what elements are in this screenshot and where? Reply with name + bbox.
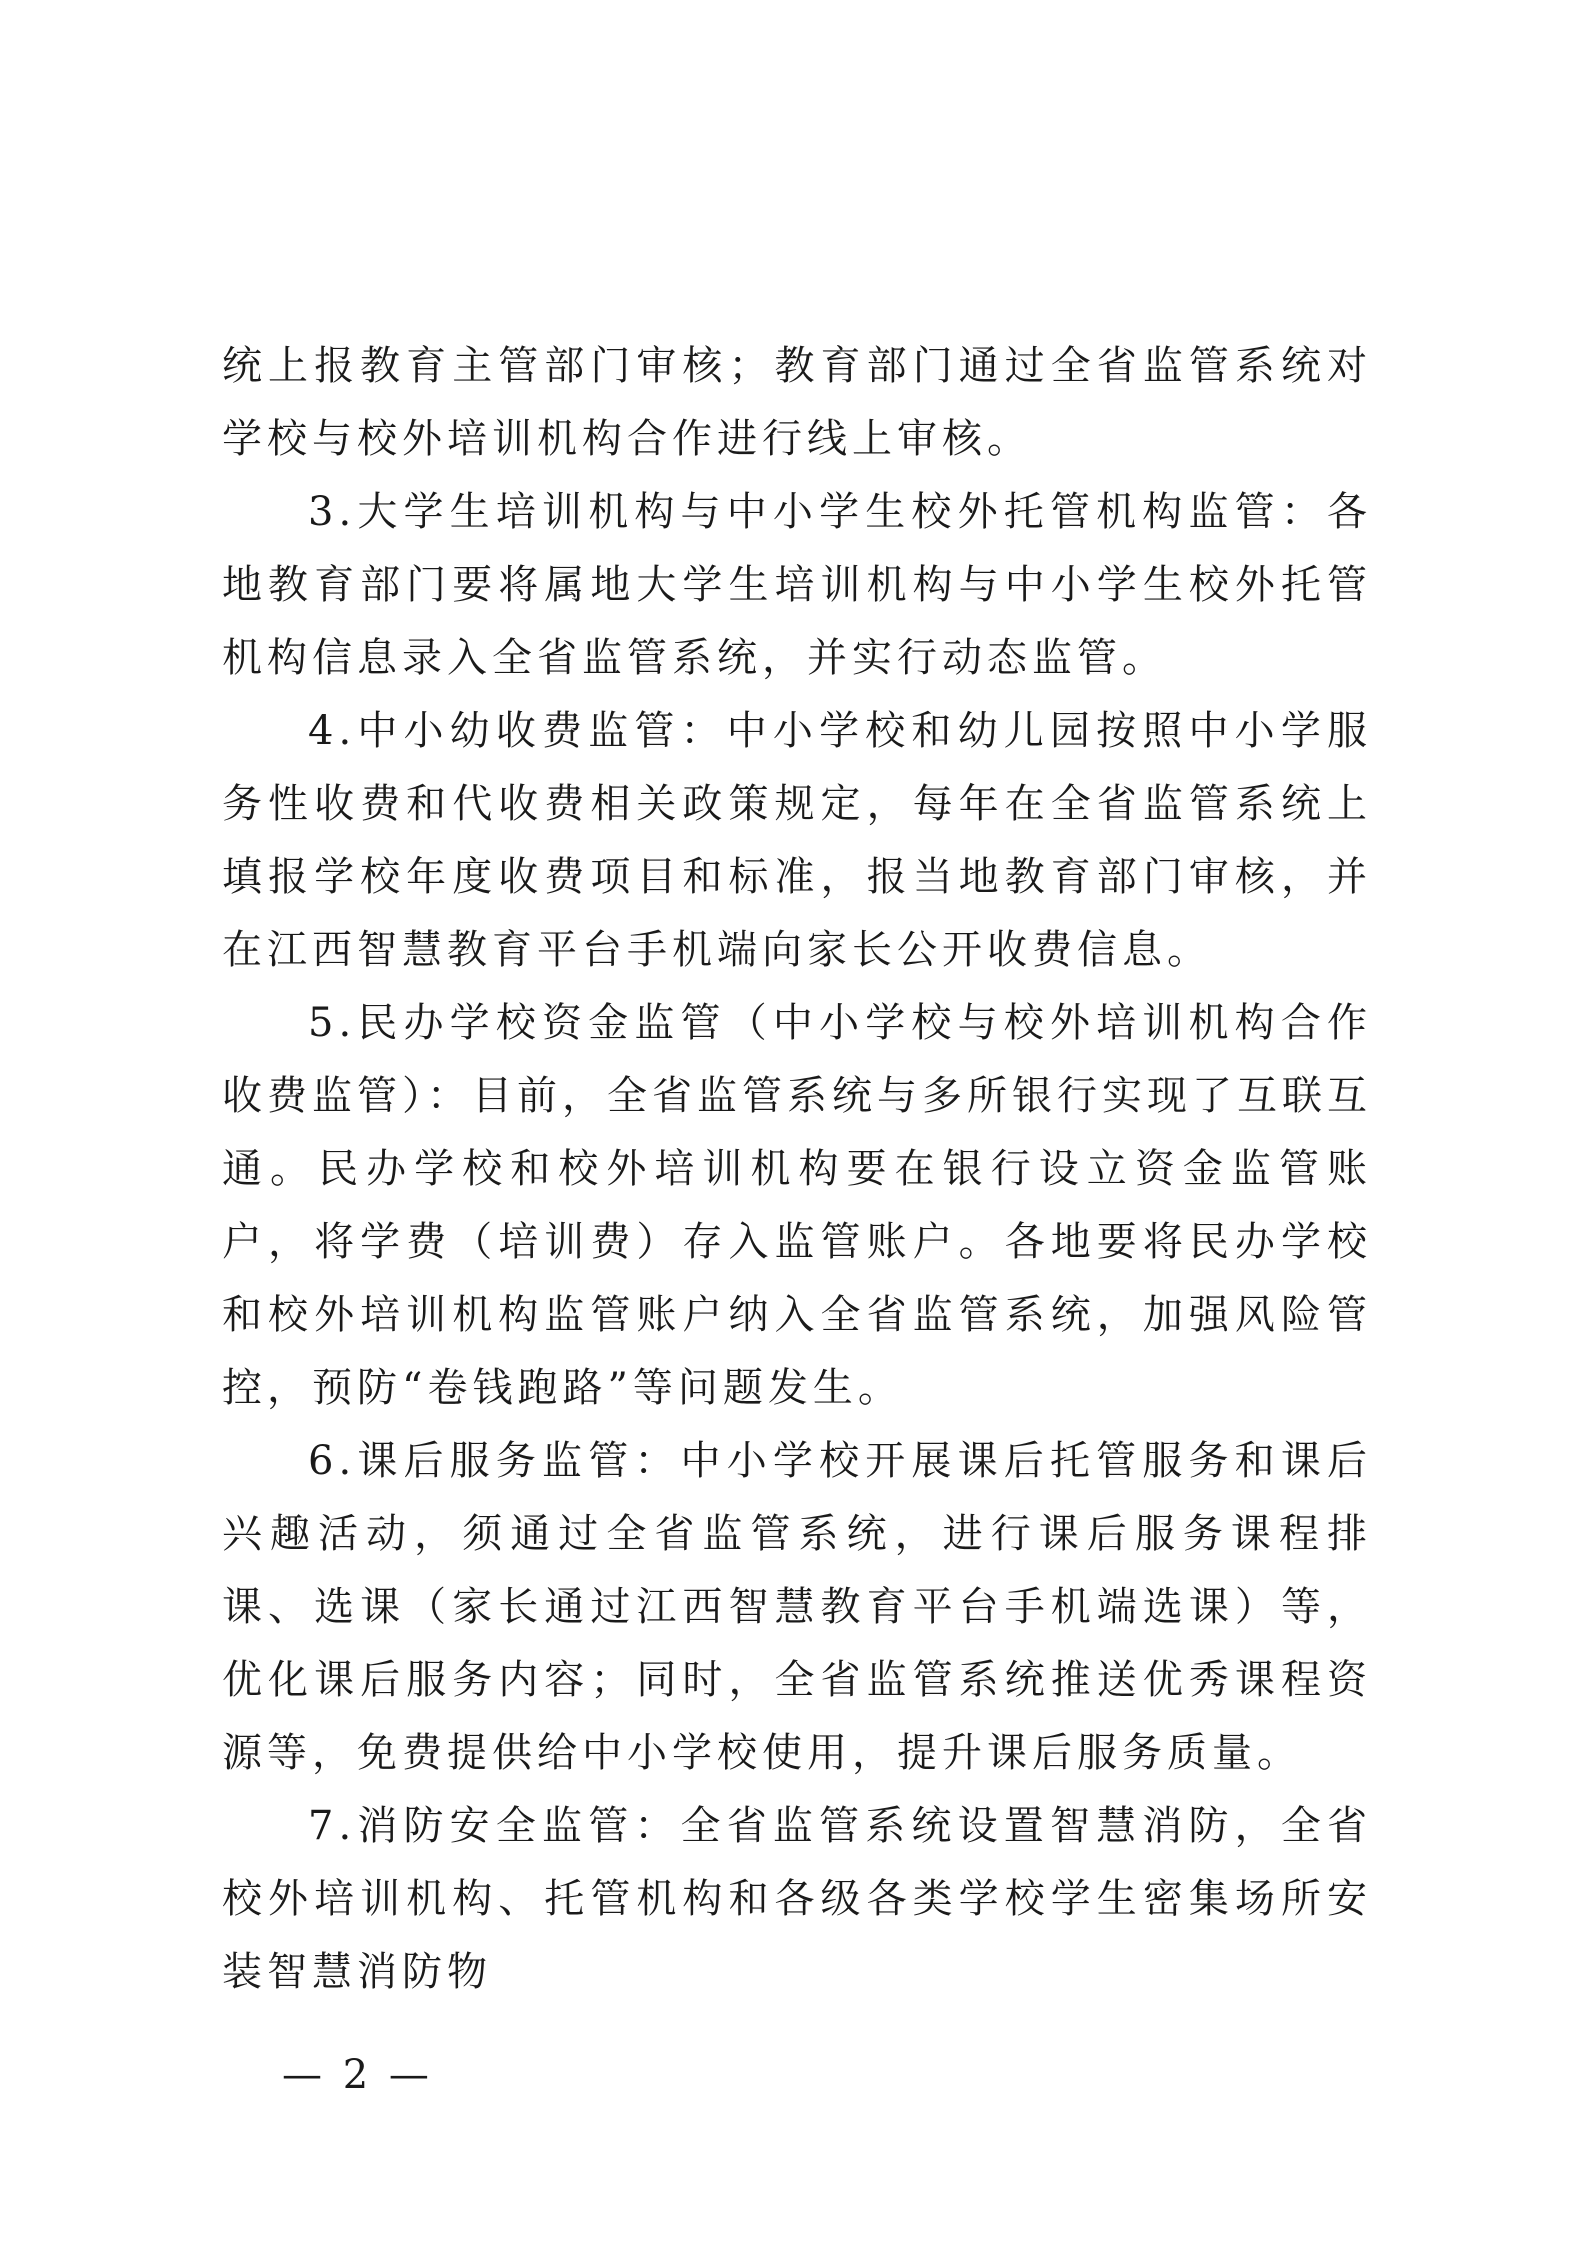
paragraph-item-3: 3.大学生培训机构与中小学生校外托管机构监管：各地教育部门要将属地大学生培训机构与中小学生校外托管机构信息录入全省监管系统，并实行动态监管。: [222, 489, 1372, 681]
paragraph-item-4: 4.中小幼收费监管：中小学校和幼儿园按照中小学服务性收费和代收费相关政策规定，每年在全省监管系统上填报学校年度收费项目和标准，报当地教育部门审核，并在江西智慧教育平台手机端向家长公开收费信息。: [222, 708, 1372, 973]
paragraph-item-5: 5.民办学校资金监管（中小学校与校外培训机构合作收费监管）：目前，全省监管系统与多所银行实现了互联互通。民办学校和校外培训机构要在银行设立资金监管账户，将学费（培训费）存入监管账户。各地要将民办学校和校外培训机构监管账户纳入全省监管系统，加强风险管控，预防“卷钱跑路”等问题发生。: [222, 1000, 1372, 1411]
paragraph-item-7: 7.消防安全监管：全省监管系统设置智慧消防，全省校外培训机构、托管机构和各级各类学校学生密集场所安装智慧消防物: [222, 1803, 1372, 1995]
document-body: [222, 330, 1372, 2009]
page-number: — 2 —: [282, 2052, 433, 2098]
paragraph-continuation: 统上报教育主管部门审核；教育部门通过全省监管系统对学校与校外培训机构合作进行线上审核。: [222, 343, 1372, 462]
paragraph-item-6: 6.课后服务监管：中小学校开展课后托管服务和课后兴趣活动，须通过全省监管系统，进行课后服务课程排课、选课（家长通过江西智慧教育平台手机端选课）等，优化课后服务内容；同时，全省监管系统推送优秀课程资源等，免费提供给中小学校使用，提升课后服务质量。: [222, 1438, 1372, 1776]
